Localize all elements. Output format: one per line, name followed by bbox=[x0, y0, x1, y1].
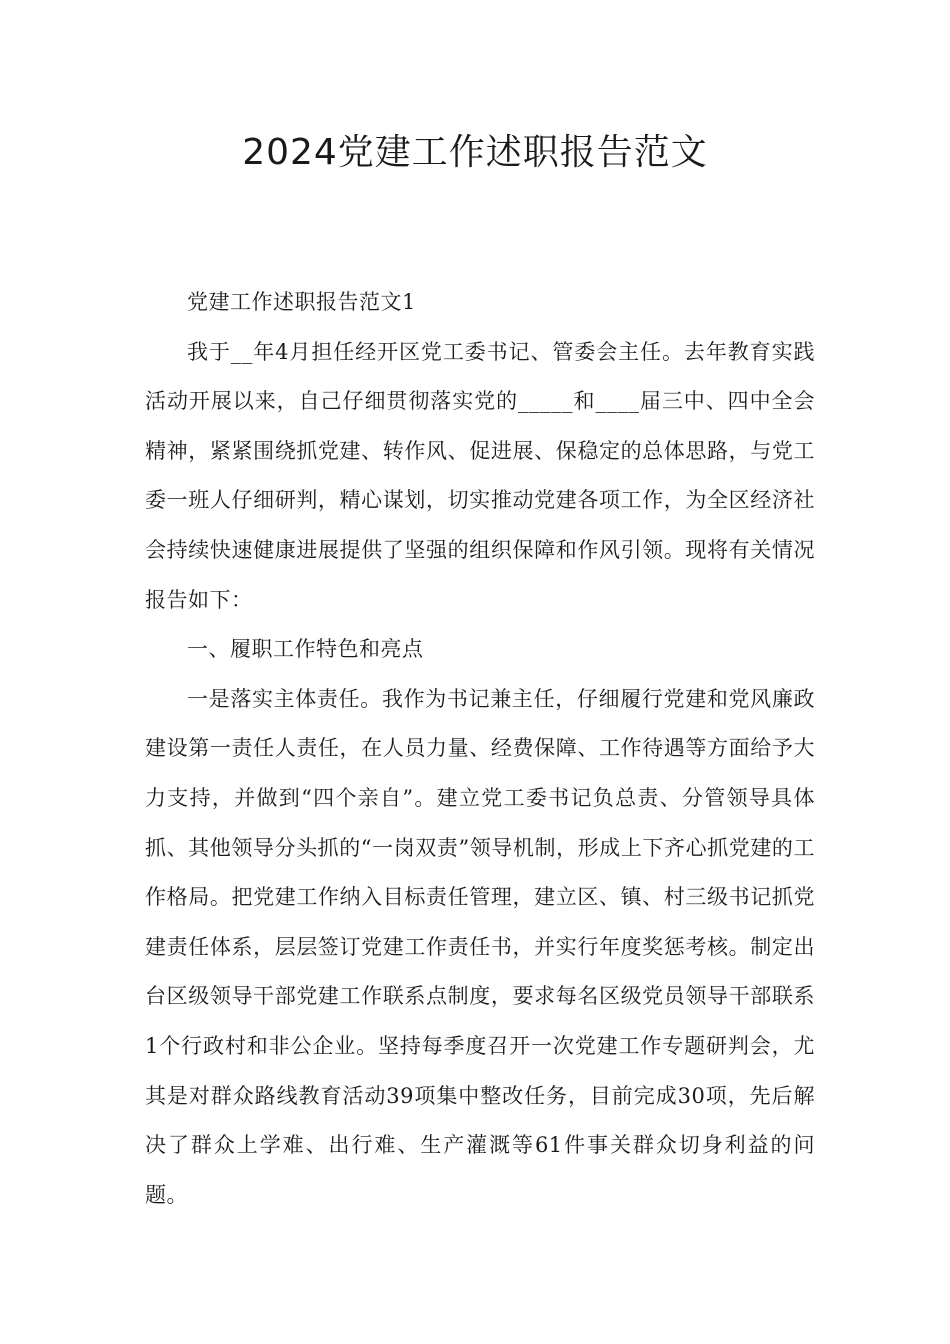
paragraph-main-responsibility: 一是落实主体责任。我作为书记兼主任，仔细履行党建和党风廉政建设第一责任人责任，在人员力量、经费保障、工作待遇等方面给予大力支持，并做到“四个亲自”。建立党工委书记负总责、分管领导具体抓、其他领导分头抓的“一岗双责”领导机制，形成上下齐心抓党建的工作格局。把党建工作纳入目标责任管理，建立区、镇、村三级书记抓党建责任体系，层层签订党建工作责任书，并实行年度奖惩考核。制定出台区级领导干部党建工作联系点制度，要求每名区级党员领导干部联系1个行政村和非公企业。坚持每季度召开一次党建工作专题研判会，尤其是对群众路线教育活动39项集中整改任务，目前完成30项，先后解决了群众上学难、出行难、生产灌溉等61件事关群众切身利益的问题。 bbox=[145, 686, 815, 1207]
section-heading-highlights: 一、履职工作特色和亮点 bbox=[187, 637, 424, 662]
section-heading-report-1: 党建工作述职报告范文1 bbox=[187, 290, 416, 314]
document-title: 2024党建工作述职报告范文 bbox=[242, 132, 708, 173]
paragraph-introduction: 我于__年4月担任经开区党工委书记、管委会主任。去年教育实践活动开展以来，自己仔细贯彻落实党的_____和____届三中、四中全会精神，紧紧围绕抓党建、转作风、促进展、保稳定的总体思路，与党工委一班人仔细研判，精心谋划，切实推动党建各项工作，为全区经济社会持续快速健康进展提供了坚强的组织保障和作风引领。现将有关情况报告如下： bbox=[145, 339, 815, 612]
document-body bbox=[145, 278, 815, 1220]
